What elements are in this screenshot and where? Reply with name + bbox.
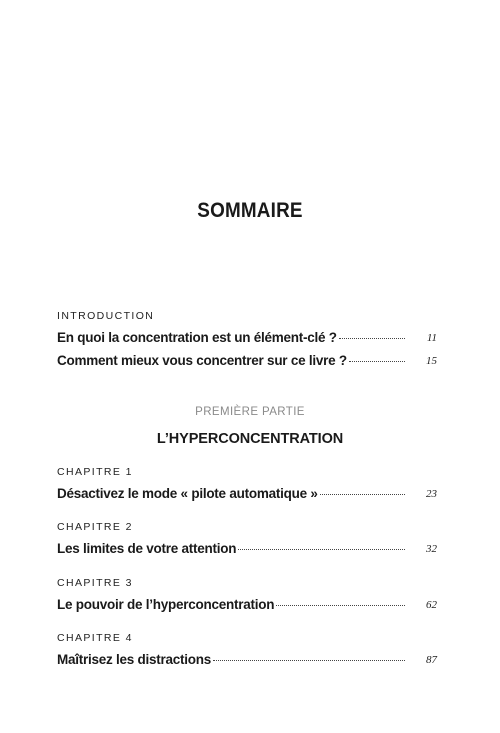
toc-entry-title: Désactivez le mode « pilote automatique » [57, 486, 318, 501]
dot-leader [320, 493, 405, 495]
toc-entry-chapter-3[interactable] [57, 597, 437, 617]
toc-entry-title: Le pouvoir de l’hyperconcentration [57, 597, 275, 612]
toc-entry-title-wrap [57, 597, 405, 612]
chapter-label-2: CHAPITRE 2 [57, 521, 133, 533]
toc-entry-title: En quoi la concentration est un élément-clé ? [57, 330, 337, 345]
toc-entry-title: Maîtrisez les distractions [57, 652, 212, 667]
toc-entry-title: Comment mieux vous concentrer sur ce livre ? [57, 353, 347, 368]
toc-entry-title-wrap [57, 541, 405, 556]
dot-leader [238, 548, 405, 550]
dot-leader [276, 604, 405, 606]
toc-entry-page: 62 [426, 599, 437, 611]
toc-entry-chapter-1[interactable] [57, 486, 437, 506]
part-title: L’HYPERCONCENTRATION [156, 431, 344, 447]
toc-entry-page: 23 [426, 488, 437, 500]
part-label: PREMIÈRE PARTIE [195, 406, 305, 418]
toc-entry-page: 11 [426, 332, 437, 344]
chapter-label-4: CHAPITRE 4 [57, 632, 133, 644]
toc-entry-chapter-2[interactable] [57, 541, 437, 561]
chapter-label-3: CHAPITRE 3 [57, 577, 133, 589]
toc-entry-title-wrap [57, 486, 405, 501]
dot-leader [213, 659, 405, 661]
toc-entry-title-wrap [57, 652, 405, 667]
toc-entry-intro-2[interactable] [57, 353, 437, 373]
toc-entry-chapter-4[interactable] [57, 652, 437, 672]
toc-entry-page: 32 [426, 543, 437, 555]
toc-entry-page: 15 [426, 355, 437, 367]
toc-entry-page: 87 [426, 654, 437, 666]
toc-entry-title: Les limites de votre attention [57, 541, 237, 556]
page-title: SOMMAIRE [197, 199, 303, 222]
introduction-label: INTRODUCTION [57, 310, 155, 322]
toc-entry-title-wrap [57, 330, 405, 345]
dot-leader [349, 360, 405, 362]
chapter-label-1: CHAPITRE 1 [57, 466, 133, 478]
dot-leader [339, 337, 405, 339]
toc-entry-title-wrap [57, 353, 405, 368]
toc-entry-intro-1[interactable] [57, 330, 437, 350]
